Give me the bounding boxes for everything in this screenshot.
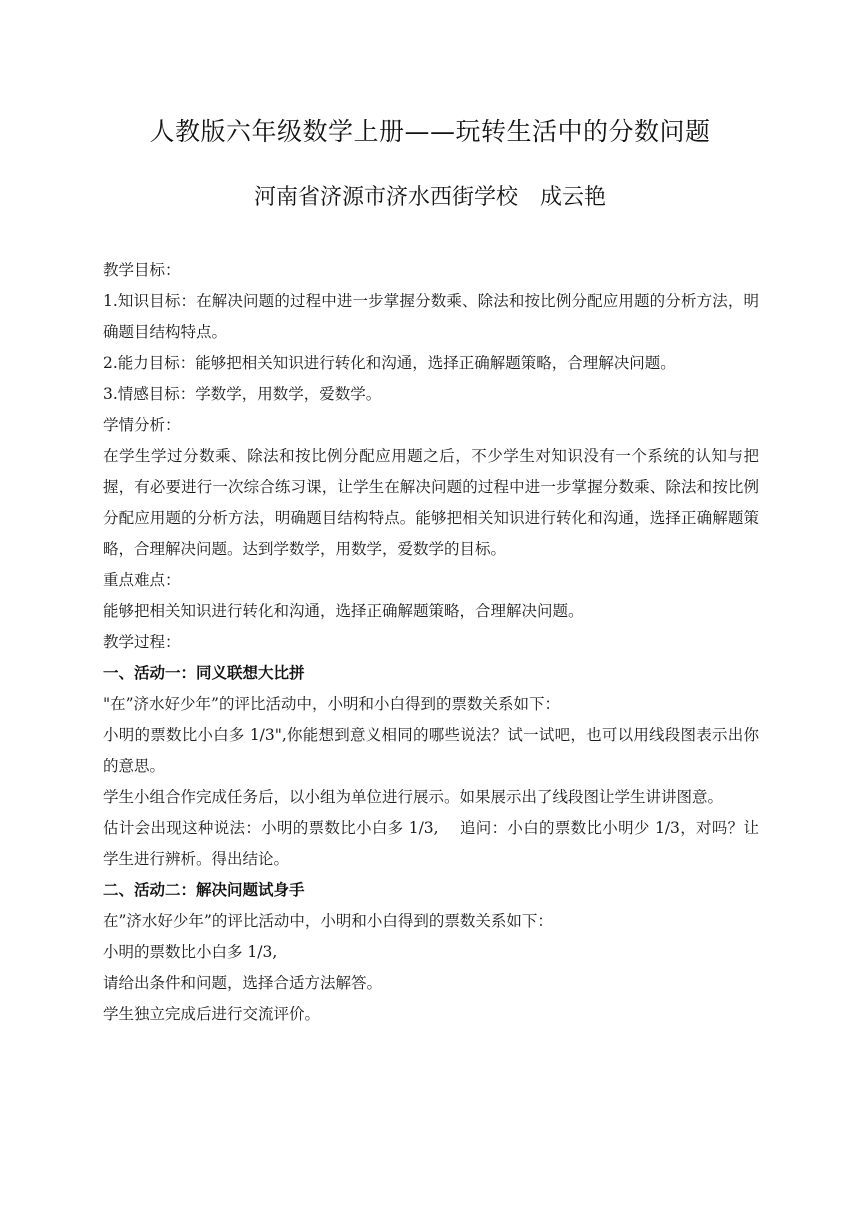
author-name: 成云艳 [540, 185, 607, 210]
key-points-paragraph: 能够把相关知识进行转化和沟通，选择正确解题策略，合理解决问题。 [103, 602, 584, 620]
goal-emotion: 3.情感目标：学数学，用数学，爱数学。 [103, 385, 382, 403]
activity-two-task: 请给出条件和问题，选择合适方法解答。 [103, 974, 383, 992]
activity-one-discussion: 估计会出现这种说法：小明的票数比小白多 1/3, 追问：小白的票数比小明少 1/3，对吗？让学生进行辨析。得出结论。 [103, 819, 759, 868]
section-heading-analysis: 学情分析： [103, 416, 181, 434]
document-body [103, 255, 759, 1030]
goal-knowledge: 1.知识目标：在解决问题的过程中进一步掌握分数乘、除法和按比例分配应用题的分析方法，明确题目结构特点。 [103, 292, 759, 341]
activity-one-task: 小明的票数比小白多 1/3",你能想到意义相同的哪些说法？试一试吧，也可以用线段图表示出你的意思。 [103, 726, 759, 775]
activity-two-heading: 二、活动二：解决问题试身手 [103, 881, 305, 899]
analysis-paragraph: 在学生学过分数乘、除法和按比例分配应用题之后，不少学生对知识没有一个系统的认知与把握，有必要进行一次综合练习课，让学生在解决问题的过程中进一步掌握分数乘、除法和按比例分配应用题的分析方法，明确题目结构特点。能够把相关知识进行转化和沟通，选择正确解题策略，合理解决问题。达到学数学，用数学，爱数学的目标。 [103, 447, 759, 558]
activity-two-relation: 小明的票数比小白多 1/3, [103, 943, 278, 961]
activity-two-evaluation: 学生独立完成后进行交流评价。 [103, 1005, 321, 1023]
activity-one-group-work: 学生小组合作完成任务后，以小组为单位进行展示。如果展示出了线段图让学生讲讲图意。 [103, 788, 724, 806]
activity-one-intro: "在”济水好少年”的评比活动中，小明和小白得到的票数关系如下： [103, 695, 560, 713]
school-name: 河南省济源市济水西街学校 [253, 185, 518, 210]
goal-ability: 2.能力目标：能够把相关知识进行转化和沟通，选择正确解题策略，合理解决问题。 [103, 354, 676, 372]
section-heading-goals: 教学目标： [103, 261, 181, 279]
document-title: 人教版六年级数学上册——玩转生活中的分数问题 [149, 117, 711, 146]
document-subtitle [0, 180, 860, 216]
section-heading-key-points: 重点难点： [103, 571, 181, 589]
section-heading-process: 教学过程： [103, 633, 181, 651]
activity-one-heading: 一、活动一：同义联想大比拼 [103, 664, 305, 682]
activity-two-intro: 在”济水好少年”的评比活动中，小明和小白得到的票数关系如下： [103, 912, 553, 930]
